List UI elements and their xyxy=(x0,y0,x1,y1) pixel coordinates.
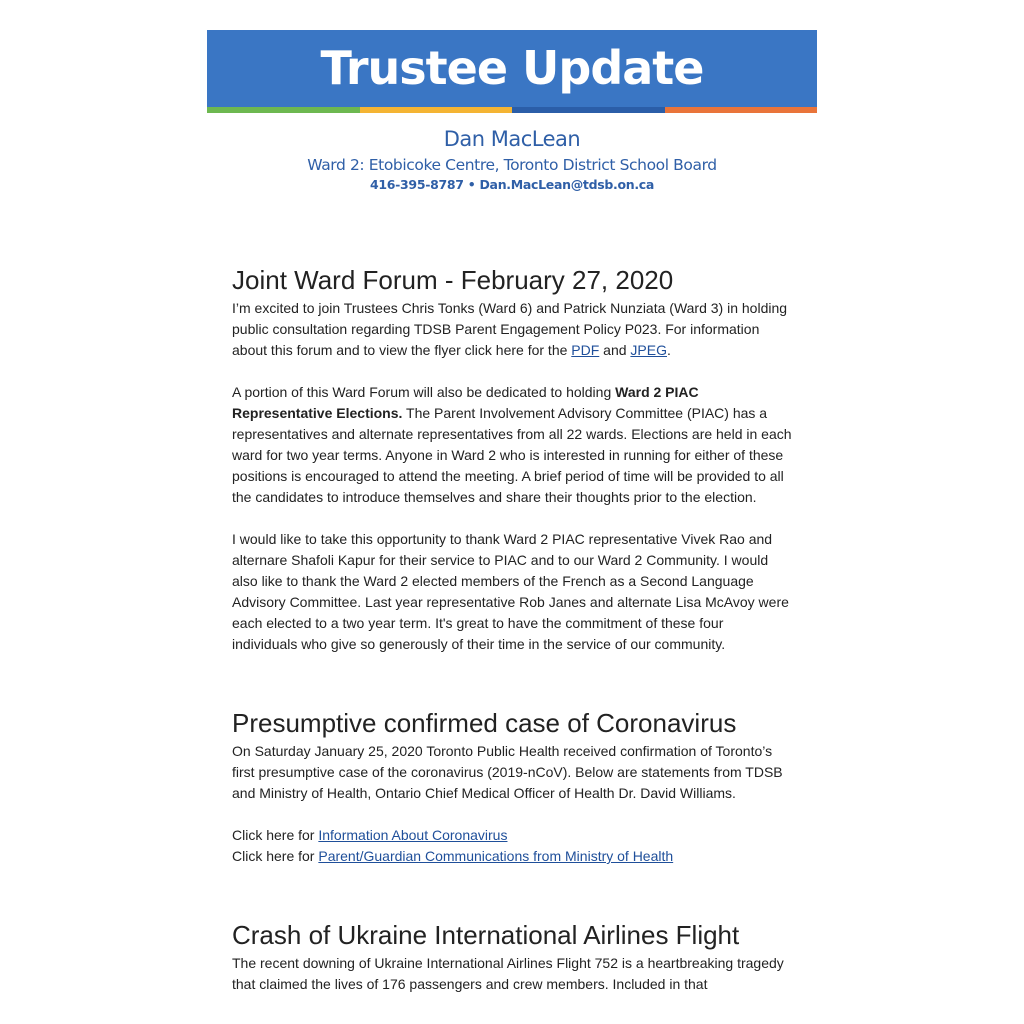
pdf-link[interactable]: PDF xyxy=(571,342,600,358)
paragraph-ukraine-flight: The recent downing of Ukraine International Airlines Flight 752 is a heartbreaking tragedy that claimed the lives of 176 passengers and crew members. Included in that xyxy=(232,955,784,992)
header-banner xyxy=(207,30,817,107)
jpeg-link[interactable]: JPEG xyxy=(630,342,667,358)
bold-text: Ward 2 PIAC Representative Elections. xyxy=(232,384,699,421)
paragraph-thanks: I would like to take this opportunity to thank Ward 2 PIAC representative Vivek Rao and alternare Shafoli Kapur for their service to PIAC and to our Ward 2 Community. I would also like to thank the Ward 2 elected members of the French as a Second Language Advisory Committee. Last year representative Rob Janes and alternate Lisa McAvoy were each elected to a two year term. It's great to have the commitment of these four individuals who give so generously of their time in the service of our community. xyxy=(232,531,789,652)
coronavirus-info-line xyxy=(232,825,792,846)
paragraph-forum-intro xyxy=(232,298,792,361)
trustee-info xyxy=(207,124,817,194)
paragraph-text: The Parent Involvement Advisory Committee (PIAC) has a representatives and alternate representatives from all 22 wards. Elections are held in each ward for two year terms. Anyone in Ward 2 who is interested in running for either of these positions is encouraged to attend the meeting. A brief period of time will be provided to all the candidates to introduce themselves and share their thoughts prior to the election. xyxy=(232,405,792,505)
link-prefix: Click here for xyxy=(232,848,319,864)
section-title-coronavirus: Presumptive confirmed case of Coronavirus xyxy=(232,708,737,738)
color-stripe xyxy=(207,107,817,113)
paragraph-text: . xyxy=(667,342,671,358)
trustee-ward: Ward 2: Etobicoke Centre, Toronto District School Board xyxy=(307,156,717,174)
section-title-joint-ward-forum: Joint Ward Forum - February 27, 2020 xyxy=(232,265,674,295)
ministry-communications-link[interactable]: Parent/Guardian Communications from Ministry of Health xyxy=(318,848,674,864)
newsletter-content xyxy=(232,262,792,995)
trustee-name: Dan MacLean xyxy=(443,127,581,151)
trustee-contact: 416-395-8787 • Dan.MacLean@tdsb.on.ca xyxy=(369,177,655,192)
coronavirus-info-link[interactable]: Information About Coronavirus xyxy=(318,827,508,843)
stripe-orange xyxy=(665,107,818,113)
stripe-blue xyxy=(512,107,665,113)
stripe-yellow xyxy=(360,107,513,113)
stripe-green xyxy=(207,107,360,113)
paragraph-text: A portion of this Ward Forum will also be dedicated to holding xyxy=(232,384,616,400)
paragraph-text: and xyxy=(599,342,631,358)
ministry-communications-line xyxy=(232,846,792,867)
paragraph-coronavirus: On Saturday January 25, 2020 Toronto Public Health received confirmation of Toronto’s first presumptive case of the coronavirus (2019-nCoV). Below are statements from TDSB and Ministry of Health, Ontario Chief Medical Officer of Health Dr. David Williams. xyxy=(232,743,783,801)
paragraph-text: I’m excited to join Trustees Chris Tonks (Ward 6) and Patrick Nunziata (Ward 3) in holding public consultation regarding TDSB Parent Engagement Policy P023. For information about this forum and to view the flyer click here for the xyxy=(232,300,788,358)
link-prefix: Click here for xyxy=(232,827,319,843)
paragraph-piac-elections xyxy=(232,382,792,508)
section-title-ukraine-flight: Crash of Ukraine International Airlines Flight xyxy=(232,920,740,950)
banner-title: Trustee Update xyxy=(320,40,704,95)
